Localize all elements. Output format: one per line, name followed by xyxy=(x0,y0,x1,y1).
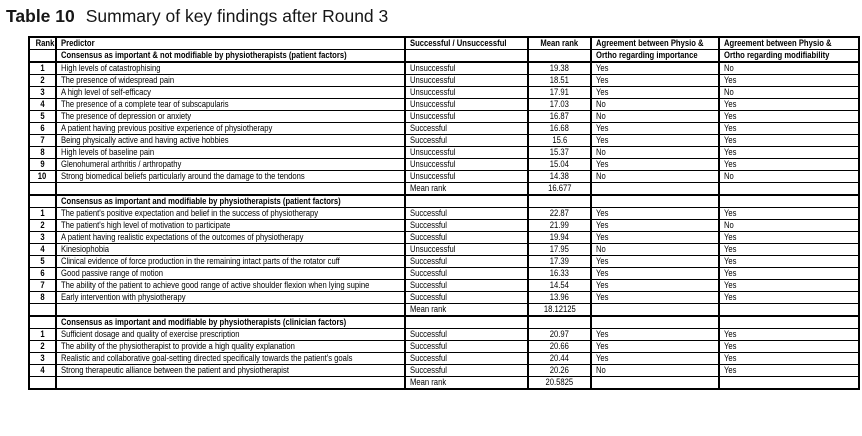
modifiability-cell: Yes xyxy=(719,244,859,256)
mean-rank-row xyxy=(29,377,859,390)
section-header-row xyxy=(29,316,859,329)
mean-rank-cell: 15.6 xyxy=(528,135,591,147)
modifiability-cell: Yes xyxy=(719,159,859,171)
outcome-cell: Unsuccessful xyxy=(405,147,528,159)
mean-rank-cell: 15.04 xyxy=(528,159,591,171)
outcome-cell: Successful xyxy=(405,268,528,280)
modifiability-cell: Yes xyxy=(719,365,859,377)
rank-cell-empty xyxy=(29,195,56,208)
modifiability-cell: Yes xyxy=(719,268,859,280)
predictor-cell: A patient having realistic expectations of the outcomes of physiotherapy xyxy=(56,232,405,244)
rank-cell-empty xyxy=(29,304,56,317)
modifiability-cell: Yes xyxy=(719,135,859,147)
outcome-cell: Successful xyxy=(405,135,528,147)
mean-rank-cell: 20.26 xyxy=(528,365,591,377)
outcome-cell: Unsuccessful xyxy=(405,75,528,87)
table-row xyxy=(29,268,859,280)
rank-cell: 9 xyxy=(29,159,56,171)
outcome-cell: Successful xyxy=(405,329,528,341)
table-row xyxy=(29,280,859,292)
importance-cell: Yes xyxy=(591,87,719,99)
mean-rank-cell: 17.39 xyxy=(528,256,591,268)
outcome-cell: Successful xyxy=(405,280,528,292)
mean-rank-cell: 16.87 xyxy=(528,111,591,123)
importance-cell: Yes xyxy=(591,232,719,244)
mean-rank-cell-empty xyxy=(528,50,591,63)
mean-rank-cell: 21.99 xyxy=(528,220,591,232)
table-row xyxy=(29,232,859,244)
outcome-cell: Successful xyxy=(405,365,528,377)
table-row xyxy=(29,353,859,365)
importance-cell: Yes xyxy=(591,62,719,75)
outcome-cell-empty xyxy=(405,316,528,329)
col-header-mean-rank: Mean rank xyxy=(528,37,591,50)
section-header-row xyxy=(29,195,859,208)
mean-rank-cell: 16.33 xyxy=(528,268,591,280)
rank-cell: 2 xyxy=(29,75,56,87)
importance-cell: Yes xyxy=(591,268,719,280)
importance-cell: No xyxy=(591,171,719,183)
rank-cell: 8 xyxy=(29,147,56,159)
modifiability-cell: No xyxy=(719,220,859,232)
column-header-row xyxy=(29,37,859,50)
rank-cell: 1 xyxy=(29,329,56,341)
predictor-cell: High levels of baseline pain xyxy=(56,147,405,159)
mean-rank-cell: 17.03 xyxy=(528,99,591,111)
modifiability-cell-empty xyxy=(719,195,859,208)
outcome-cell: Successful xyxy=(405,353,528,365)
mean-rank-cell: 18.51 xyxy=(528,75,591,87)
key-findings-table xyxy=(28,36,860,390)
col-header-importance-line1: Agreement between Physio & xyxy=(591,37,719,50)
rank-cell: 1 xyxy=(29,62,56,75)
table-row xyxy=(29,159,859,171)
predictor-cell: The patient's positive expectation and belief in the success of physiotherapy xyxy=(56,208,405,220)
predictor-cell-empty xyxy=(56,304,405,317)
predictor-cell: Kinesiophobia xyxy=(56,244,405,256)
rank-cell: 6 xyxy=(29,268,56,280)
importance-cell: Yes xyxy=(591,159,719,171)
importance-cell: Yes xyxy=(591,220,719,232)
mean-rank-label: Mean rank xyxy=(405,377,528,390)
outcome-cell: Unsuccessful xyxy=(405,244,528,256)
predictor-cell: Glenohumeral arthritis / arthropathy xyxy=(56,159,405,171)
modifiability-cell: Yes xyxy=(719,75,859,87)
outcome-cell: Unsuccessful xyxy=(405,99,528,111)
mean-rank-cell: 14.54 xyxy=(528,280,591,292)
modifiability-cell: Yes xyxy=(719,280,859,292)
outcome-cell: Successful xyxy=(405,341,528,353)
predictor-cell: The patient's high level of motivation to participate xyxy=(56,220,405,232)
modifiability-cell: Yes xyxy=(719,256,859,268)
rank-cell: 4 xyxy=(29,244,56,256)
predictor-cell: Strong biomedical beliefs particularly around the damage to the tendons xyxy=(56,171,405,183)
importance-cell: Yes xyxy=(591,329,719,341)
predictor-cell: Strong therapeutic alliance between the patient and physiotherapist xyxy=(56,365,405,377)
column-header-row-2 xyxy=(29,50,859,63)
col-header-outcome: Successful / Unsuccessful xyxy=(405,37,528,50)
importance-cell: Yes xyxy=(591,208,719,220)
col-header-modifiability-line2: Ortho regarding modifiability xyxy=(719,50,859,63)
predictor-cell-empty xyxy=(56,183,405,196)
col-header-importance-line2: Ortho regarding importance xyxy=(591,50,719,63)
predictor-cell: Realistic and collaborative goal-setting directed specifically towards the patient's goals xyxy=(56,353,405,365)
rank-cell: 8 xyxy=(29,292,56,304)
predictor-cell: The ability of the physiotherapist to provide a high quality explanation xyxy=(56,341,405,353)
importance-cell: No xyxy=(591,365,719,377)
mean-rank-value: 18.12125 xyxy=(528,304,591,317)
predictor-cell: Sufficient dosage and quality of exercise prescription xyxy=(56,329,405,341)
importance-cell: Yes xyxy=(591,135,719,147)
section-title: Consensus as important and modifiable by physiotherapists (patient factors) xyxy=(56,195,405,208)
predictor-cell: High levels of catastrophising xyxy=(56,62,405,75)
table-row xyxy=(29,329,859,341)
rank-cell: 10 xyxy=(29,171,56,183)
table-row xyxy=(29,123,859,135)
importance-cell: No xyxy=(591,99,719,111)
table-row xyxy=(29,208,859,220)
predictor-cell: Early intervention with physiotherapy xyxy=(56,292,405,304)
mean-rank-cell: 16.68 xyxy=(528,123,591,135)
mean-rank-cell: 17.91 xyxy=(528,87,591,99)
predictor-cell: Clinical evidence of force production in the remaining intact parts of the rotator cuff xyxy=(56,256,405,268)
modifiability-cell: Yes xyxy=(719,353,859,365)
mean-rank-value: 16.677 xyxy=(528,183,591,196)
rank-cell-empty xyxy=(29,183,56,196)
rank-cell: 3 xyxy=(29,232,56,244)
table-row xyxy=(29,341,859,353)
table-row xyxy=(29,135,859,147)
rank-cell: 7 xyxy=(29,135,56,147)
modifiability-cell: No xyxy=(719,62,859,75)
importance-cell-empty xyxy=(591,183,719,196)
outcome-cell-empty xyxy=(405,195,528,208)
col-header-rank: Rank xyxy=(29,37,56,50)
outcome-cell-empty xyxy=(405,50,528,63)
predictor-cell: The presence of depression or anxiety xyxy=(56,111,405,123)
col-header-predictor: Predictor xyxy=(56,37,405,50)
predictor-cell: The presence of a complete tear of subscapularis xyxy=(56,99,405,111)
table-row xyxy=(29,292,859,304)
table-row xyxy=(29,147,859,159)
importance-cell-empty xyxy=(591,304,719,317)
table-row xyxy=(29,87,859,99)
outcome-cell: Unsuccessful xyxy=(405,111,528,123)
rank-cell: 4 xyxy=(29,99,56,111)
table-row xyxy=(29,220,859,232)
modifiability-cell-empty xyxy=(719,316,859,329)
importance-cell-empty xyxy=(591,195,719,208)
mean-rank-value: 20.5825 xyxy=(528,377,591,390)
importance-cell: Yes xyxy=(591,353,719,365)
table-row xyxy=(29,99,859,111)
importance-cell: No xyxy=(591,111,719,123)
outcome-cell: Unsuccessful xyxy=(405,87,528,99)
outcome-cell: Successful xyxy=(405,123,528,135)
modifiability-cell: Yes xyxy=(719,147,859,159)
rank-cell: 2 xyxy=(29,220,56,232)
predictor-cell-empty xyxy=(56,377,405,390)
mean-rank-cell: 17.95 xyxy=(528,244,591,256)
rank-cell: 6 xyxy=(29,123,56,135)
importance-cell: Yes xyxy=(591,341,719,353)
rank-cell: 3 xyxy=(29,87,56,99)
predictor-cell: A high level of self-efficacy xyxy=(56,87,405,99)
importance-cell: Yes xyxy=(591,123,719,135)
mean-rank-row xyxy=(29,304,859,317)
table-row xyxy=(29,171,859,183)
mean-rank-cell: 22.87 xyxy=(528,208,591,220)
mean-rank-cell-empty xyxy=(528,316,591,329)
modifiability-cell-empty xyxy=(719,304,859,317)
rank-cell: 3 xyxy=(29,353,56,365)
mean-rank-label: Mean rank xyxy=(405,183,528,196)
modifiability-cell: Yes xyxy=(719,111,859,123)
table-title-text: Summary of key findings after Round 3 xyxy=(85,6,389,26)
importance-cell: Yes xyxy=(591,280,719,292)
outcome-cell: Unsuccessful xyxy=(405,62,528,75)
predictor-cell: The ability of the patient to achieve good range of active shoulder flexion when lying supine xyxy=(56,280,405,292)
mean-rank-cell: 20.44 xyxy=(528,353,591,365)
modifiability-cell: No xyxy=(719,171,859,183)
rank-cell: 5 xyxy=(29,111,56,123)
rank-cell-empty xyxy=(29,316,56,329)
table-row xyxy=(29,256,859,268)
mean-rank-label: Mean rank xyxy=(405,304,528,317)
predictor-cell: Good passive range of motion xyxy=(56,268,405,280)
rank-cell: 7 xyxy=(29,280,56,292)
outcome-cell: Successful xyxy=(405,232,528,244)
importance-cell: Yes xyxy=(591,75,719,87)
table-caption xyxy=(0,0,862,27)
rank-cell-empty xyxy=(29,50,56,63)
modifiability-cell: Yes xyxy=(719,123,859,135)
outcome-cell: Successful xyxy=(405,256,528,268)
mean-rank-cell: 14.38 xyxy=(528,171,591,183)
section-title-patient-not-modifiable: Consensus as important & not modifiable by physiotherapists (patient factors) xyxy=(56,50,405,63)
predictor-cell: Being physically active and having active hobbies xyxy=(56,135,405,147)
table-row xyxy=(29,62,859,75)
modifiability-cell: Yes xyxy=(719,292,859,304)
importance-cell: Yes xyxy=(591,256,719,268)
importance-cell: Yes xyxy=(591,292,719,304)
mean-rank-cell: 19.38 xyxy=(528,62,591,75)
outcome-cell: Unsuccessful xyxy=(405,171,528,183)
rank-cell: 4 xyxy=(29,365,56,377)
predictor-cell: The presence of widespread pain xyxy=(56,75,405,87)
importance-cell-empty xyxy=(591,377,719,390)
mean-rank-cell: 19.94 xyxy=(528,232,591,244)
modifiability-cell: Yes xyxy=(719,208,859,220)
mean-rank-cell: 15.37 xyxy=(528,147,591,159)
table-row xyxy=(29,244,859,256)
outcome-cell: Successful xyxy=(405,292,528,304)
modifiability-cell: Yes xyxy=(719,341,859,353)
mean-rank-cell: 20.66 xyxy=(528,341,591,353)
rank-cell: 1 xyxy=(29,208,56,220)
rank-cell: 2 xyxy=(29,341,56,353)
table-row xyxy=(29,75,859,87)
col-header-modifiability-line1: Agreement between Physio & xyxy=(719,37,859,50)
outcome-cell: Successful xyxy=(405,220,528,232)
mean-rank-cell-empty xyxy=(528,195,591,208)
mean-rank-cell: 13.96 xyxy=(528,292,591,304)
predictor-cell: A patient having previous positive experience of physiotherapy xyxy=(56,123,405,135)
rank-cell: 5 xyxy=(29,256,56,268)
table-row xyxy=(29,111,859,123)
table-row xyxy=(29,365,859,377)
importance-cell-empty xyxy=(591,316,719,329)
modifiability-cell-empty xyxy=(719,183,859,196)
modifiability-cell: Yes xyxy=(719,329,859,341)
modifiability-cell-empty xyxy=(719,377,859,390)
mean-rank-cell: 20.97 xyxy=(528,329,591,341)
table-number-label: Table 10 xyxy=(6,6,75,26)
modifiability-cell: Yes xyxy=(719,232,859,244)
outcome-cell: Unsuccessful xyxy=(405,159,528,171)
modifiability-cell: Yes xyxy=(719,99,859,111)
mean-rank-row xyxy=(29,183,859,196)
modifiability-cell: No xyxy=(719,87,859,99)
rank-cell-empty xyxy=(29,377,56,390)
importance-cell: No xyxy=(591,147,719,159)
importance-cell: No xyxy=(591,244,719,256)
outcome-cell: Successful xyxy=(405,208,528,220)
section-title: Consensus as important and modifiable by physiotherapists (clinician factors) xyxy=(56,316,405,329)
